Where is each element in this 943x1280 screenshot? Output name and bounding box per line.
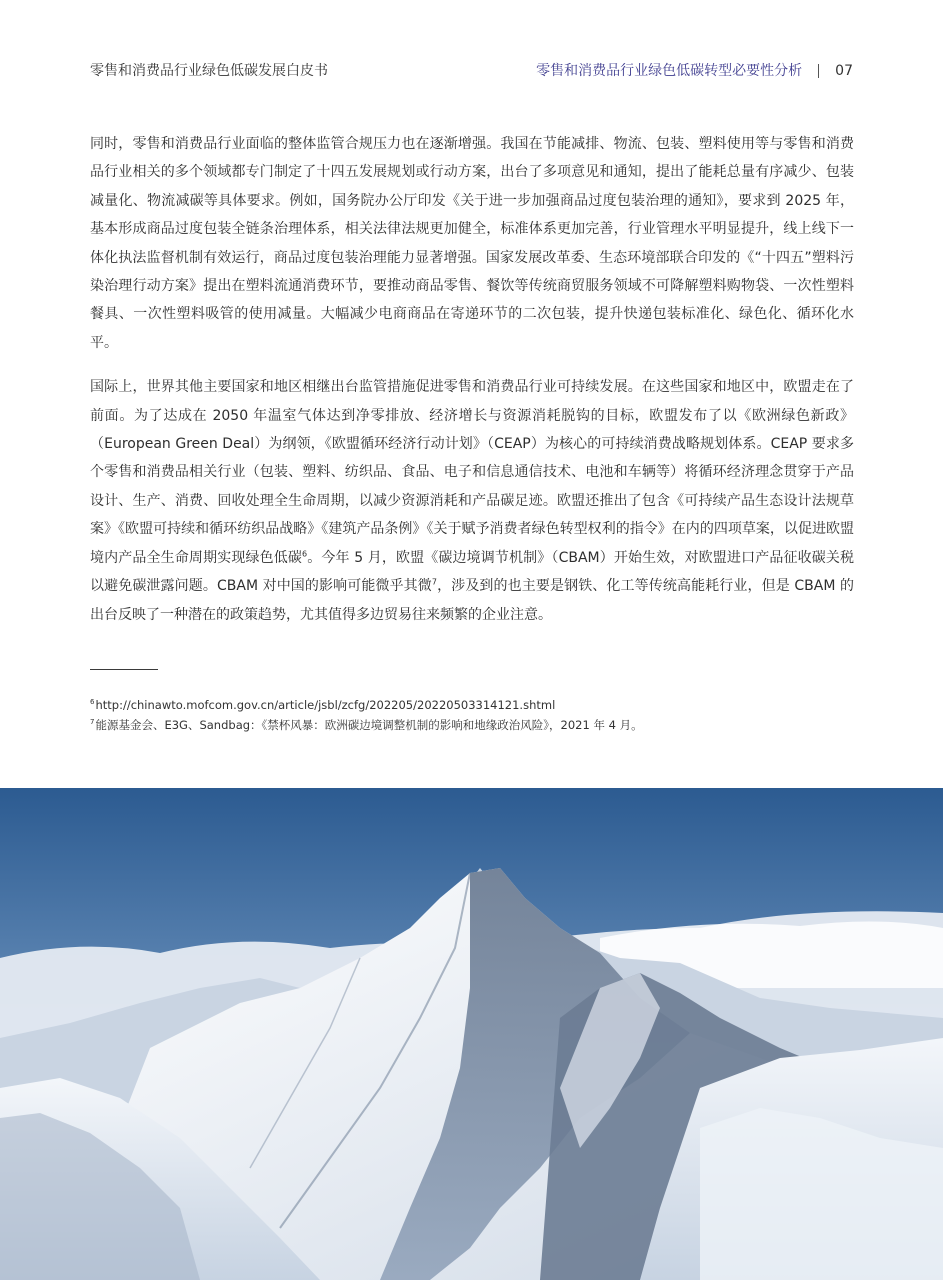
footnote-marker: 6	[90, 698, 95, 707]
page-header	[90, 58, 853, 84]
footnote-ref[interactable]: 6	[302, 549, 308, 559]
main-content	[90, 130, 854, 629]
header-right	[536, 58, 853, 84]
mountain-illustration	[0, 788, 943, 1280]
header-divider	[818, 64, 819, 78]
mountain-photo	[0, 788, 943, 1280]
paragraph-regulation-international	[90, 373, 854, 629]
footnote-text: 能源基金会、E3G、Sandbag：《禁杯风暴：欧洲碳边境调整机制的影响和地缘政治风险》，2021 年 4 月。	[95, 718, 643, 732]
footnote-item	[90, 695, 854, 715]
paragraph-regulation-china: 同时，零售和消费品行业面临的整体监管合规压力也在逐渐增强。我国在节能减排、物流、包装、塑料使用等与零售和消费品行业相关的多个领域都专门制定了十四五发展规划或行动方案，出台了多项意见和通知，提出了能耗总量有序减少、包装减量化、物流减碳等具体要求。例如，国务院办公厅印发《关于进一步加强商品过度包装治理的通知》，要求到 2025 年，基本形成商品过度包装全链条治理体系，相关法律法规更加健全，标准体系更加完善，行业管理水平明显提升，线上线下一体化执法监督机制有效运行，商品过度包装治理能力显著增强。国家发展改革委、生态环境部联合印发的《“十四五”塑料污染治理行动方案》提出在塑料流通消费环节，要推动商品零售、餐饮等传统商贸服务领域不可降解塑料购物袋、一次性塑料餐具、一次性塑料吸管的使用减量。大幅减少电商商品在寄递环节的二次包装，提升快递包装标准化、绿色化、循环化水平。	[90, 136, 854, 351]
footnote-item	[90, 715, 854, 735]
footnote-marker: 7	[90, 718, 95, 727]
paragraph-text: 。今年 5 月，欧盟《碳边境调节机制》（CBAM）开始生效，对欧盟进口产品征收碳关税以避免碳泄露问题。CBAM 对中国的影响可能微乎其微	[90, 549, 854, 595]
book-title: 零售和消费品行业绿色低碳发展白皮书	[90, 63, 328, 79]
page-number: 07	[835, 63, 853, 79]
paragraph-text: ，涉及到的也主要是钢铁、化工等传统高能耗行业，但是 CBAM 的出台反映了一种潜在的政策趋势，尤其值得多边贸易往来频繁的企业注意。	[90, 578, 854, 623]
section-title: 零售和消费品行业绿色低碳转型必要性分析	[536, 63, 803, 79]
footnotes	[90, 695, 854, 735]
paragraph-text: 国际上，世界其他主要国家和地区相继出台监管措施促进零售和消费品行业可持续发展。在这些国家和地区中，欧盟走在了前面。为了达成在 2050 年温室气体达到净零排放、经济增长与资源消耗脱钩的目标，欧盟发布了以《欧洲绿色新政》（European Green Deal）为纲领，《欧盟循环经济行动计划》（CEAP）为核心的可持续消费战略规划体系。CEAP 要求多个零售和消费品相关行业（包装、塑料、纺织品、食品、电子和信息通信技术、电池和车辆等）将循环经济理念贯穿于产品设计、生产、消费、回收处理全生命周期，以减少资源消耗和产品碳足迹。欧盟还推出了包含《可持续产品生态设计法规草案》《欧盟可持续和循环纺织品战略》《建筑产品条例》《关于赋予消费者绿色转型权利的指令》在内的四项草案，以促进欧盟境内产品全生命周期实现绿色低碳	[90, 379, 854, 566]
footnote-ref[interactable]: 7	[431, 577, 437, 587]
footnote-link[interactable]: http://chinawto.mofcom.gov.cn/article/jsbl/zcfg/202205/20220503314121.shtml	[95, 698, 556, 712]
footnote-divider	[90, 669, 158, 670]
